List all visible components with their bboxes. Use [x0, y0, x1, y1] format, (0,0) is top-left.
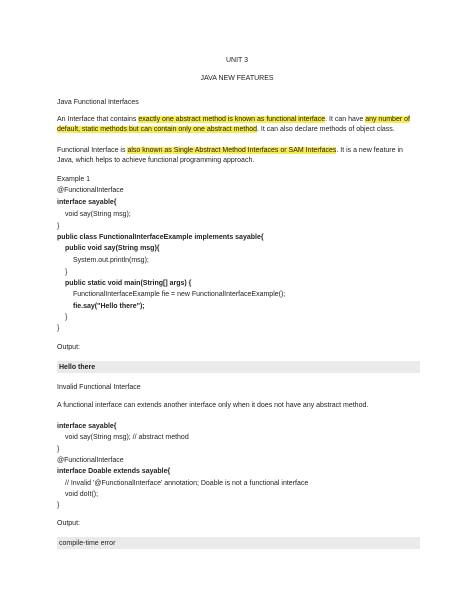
code2-line-1: void say(String msg); // abstract method [65, 434, 189, 441]
para1-text-c: . It can also declare methods of object class. [257, 126, 395, 133]
para1-line2 [57, 125, 395, 134]
output-label-1: Output: [57, 344, 80, 351]
code2-line-7: } [57, 502, 60, 509]
code1-line-2: void say(String msg); [65, 211, 131, 218]
code1-line-11: } [65, 314, 68, 321]
code1-line-6: System.out.println(msg); [73, 257, 149, 264]
code1-line-4: public class FunctionalInterfaceExample implements sayable{ [57, 234, 264, 241]
section-heading-functional-interfaces: Java Functional Interfaces [57, 99, 139, 106]
code1-line-3: } [57, 223, 60, 230]
output-label-2: Output: [57, 520, 80, 527]
unit-title: UNIT 3 [225, 57, 249, 64]
code1-line-0: @FunctionalInterface [57, 187, 124, 194]
para3: A functional interface can extends another interface only when it does not have any abstract method. [57, 402, 369, 409]
output-box-2 [57, 537, 420, 549]
para1-line1 [57, 115, 410, 124]
para1-highlight-1: exactly one abstract method is known as functional interface [138, 116, 326, 123]
example-label: Example 1 [57, 176, 91, 183]
para1-text-b: . It can have [325, 116, 366, 123]
code2-line-6: void doIt(); [65, 491, 99, 498]
para2-text-b: . It is a new feature in [336, 147, 403, 154]
para2-highlight-1: also known as Single Abstract Method Interfaces or SAM Interfaces [127, 147, 337, 154]
code2-line-4: interface Doable extends sayable{ [57, 468, 171, 475]
output-box-1 [57, 361, 420, 373]
output-value-1: Hello there [59, 364, 96, 371]
section-heading-invalid-interface: Invalid Functional Interface [57, 384, 141, 391]
code1-line-12: } [57, 325, 60, 332]
code1-line-8: public static void main(String[] args) { [65, 280, 192, 287]
code2-line-2: } [57, 446, 60, 453]
code1-line-9: FunctionalInterfaceExample fie = new FunctionalInterfaceExample(); [73, 291, 286, 298]
code1-line-10: fie.say("Hello there"); [73, 303, 145, 310]
code2-line-3: @FunctionalInterface [57, 457, 124, 464]
page-subtitle: JAVA NEW FEATURES [200, 75, 274, 82]
code1-line-1: interface sayable{ [57, 199, 117, 206]
para2-line2: Java, which helps to achieve functional programming approach. [57, 157, 255, 164]
code2-line-5: // Invalid '@FunctionalInterface' annotation; Doable is not a functional interface [65, 480, 309, 487]
para1-text-a: An Interface that contains [57, 116, 139, 123]
output-value-2: compile-time error [59, 540, 116, 547]
code1-line-5: public void say(String msg){ [65, 245, 160, 252]
code1-line-7: } [65, 269, 68, 276]
para1-highlight-2: any number of [365, 116, 410, 123]
para2-line1 [57, 146, 403, 155]
para1-highlight-3: default, static methods but can contain only one abstract method [57, 126, 258, 133]
code2-line-0: interface sayable{ [57, 423, 117, 430]
para2-text-a: Functional Interface is [57, 147, 128, 154]
